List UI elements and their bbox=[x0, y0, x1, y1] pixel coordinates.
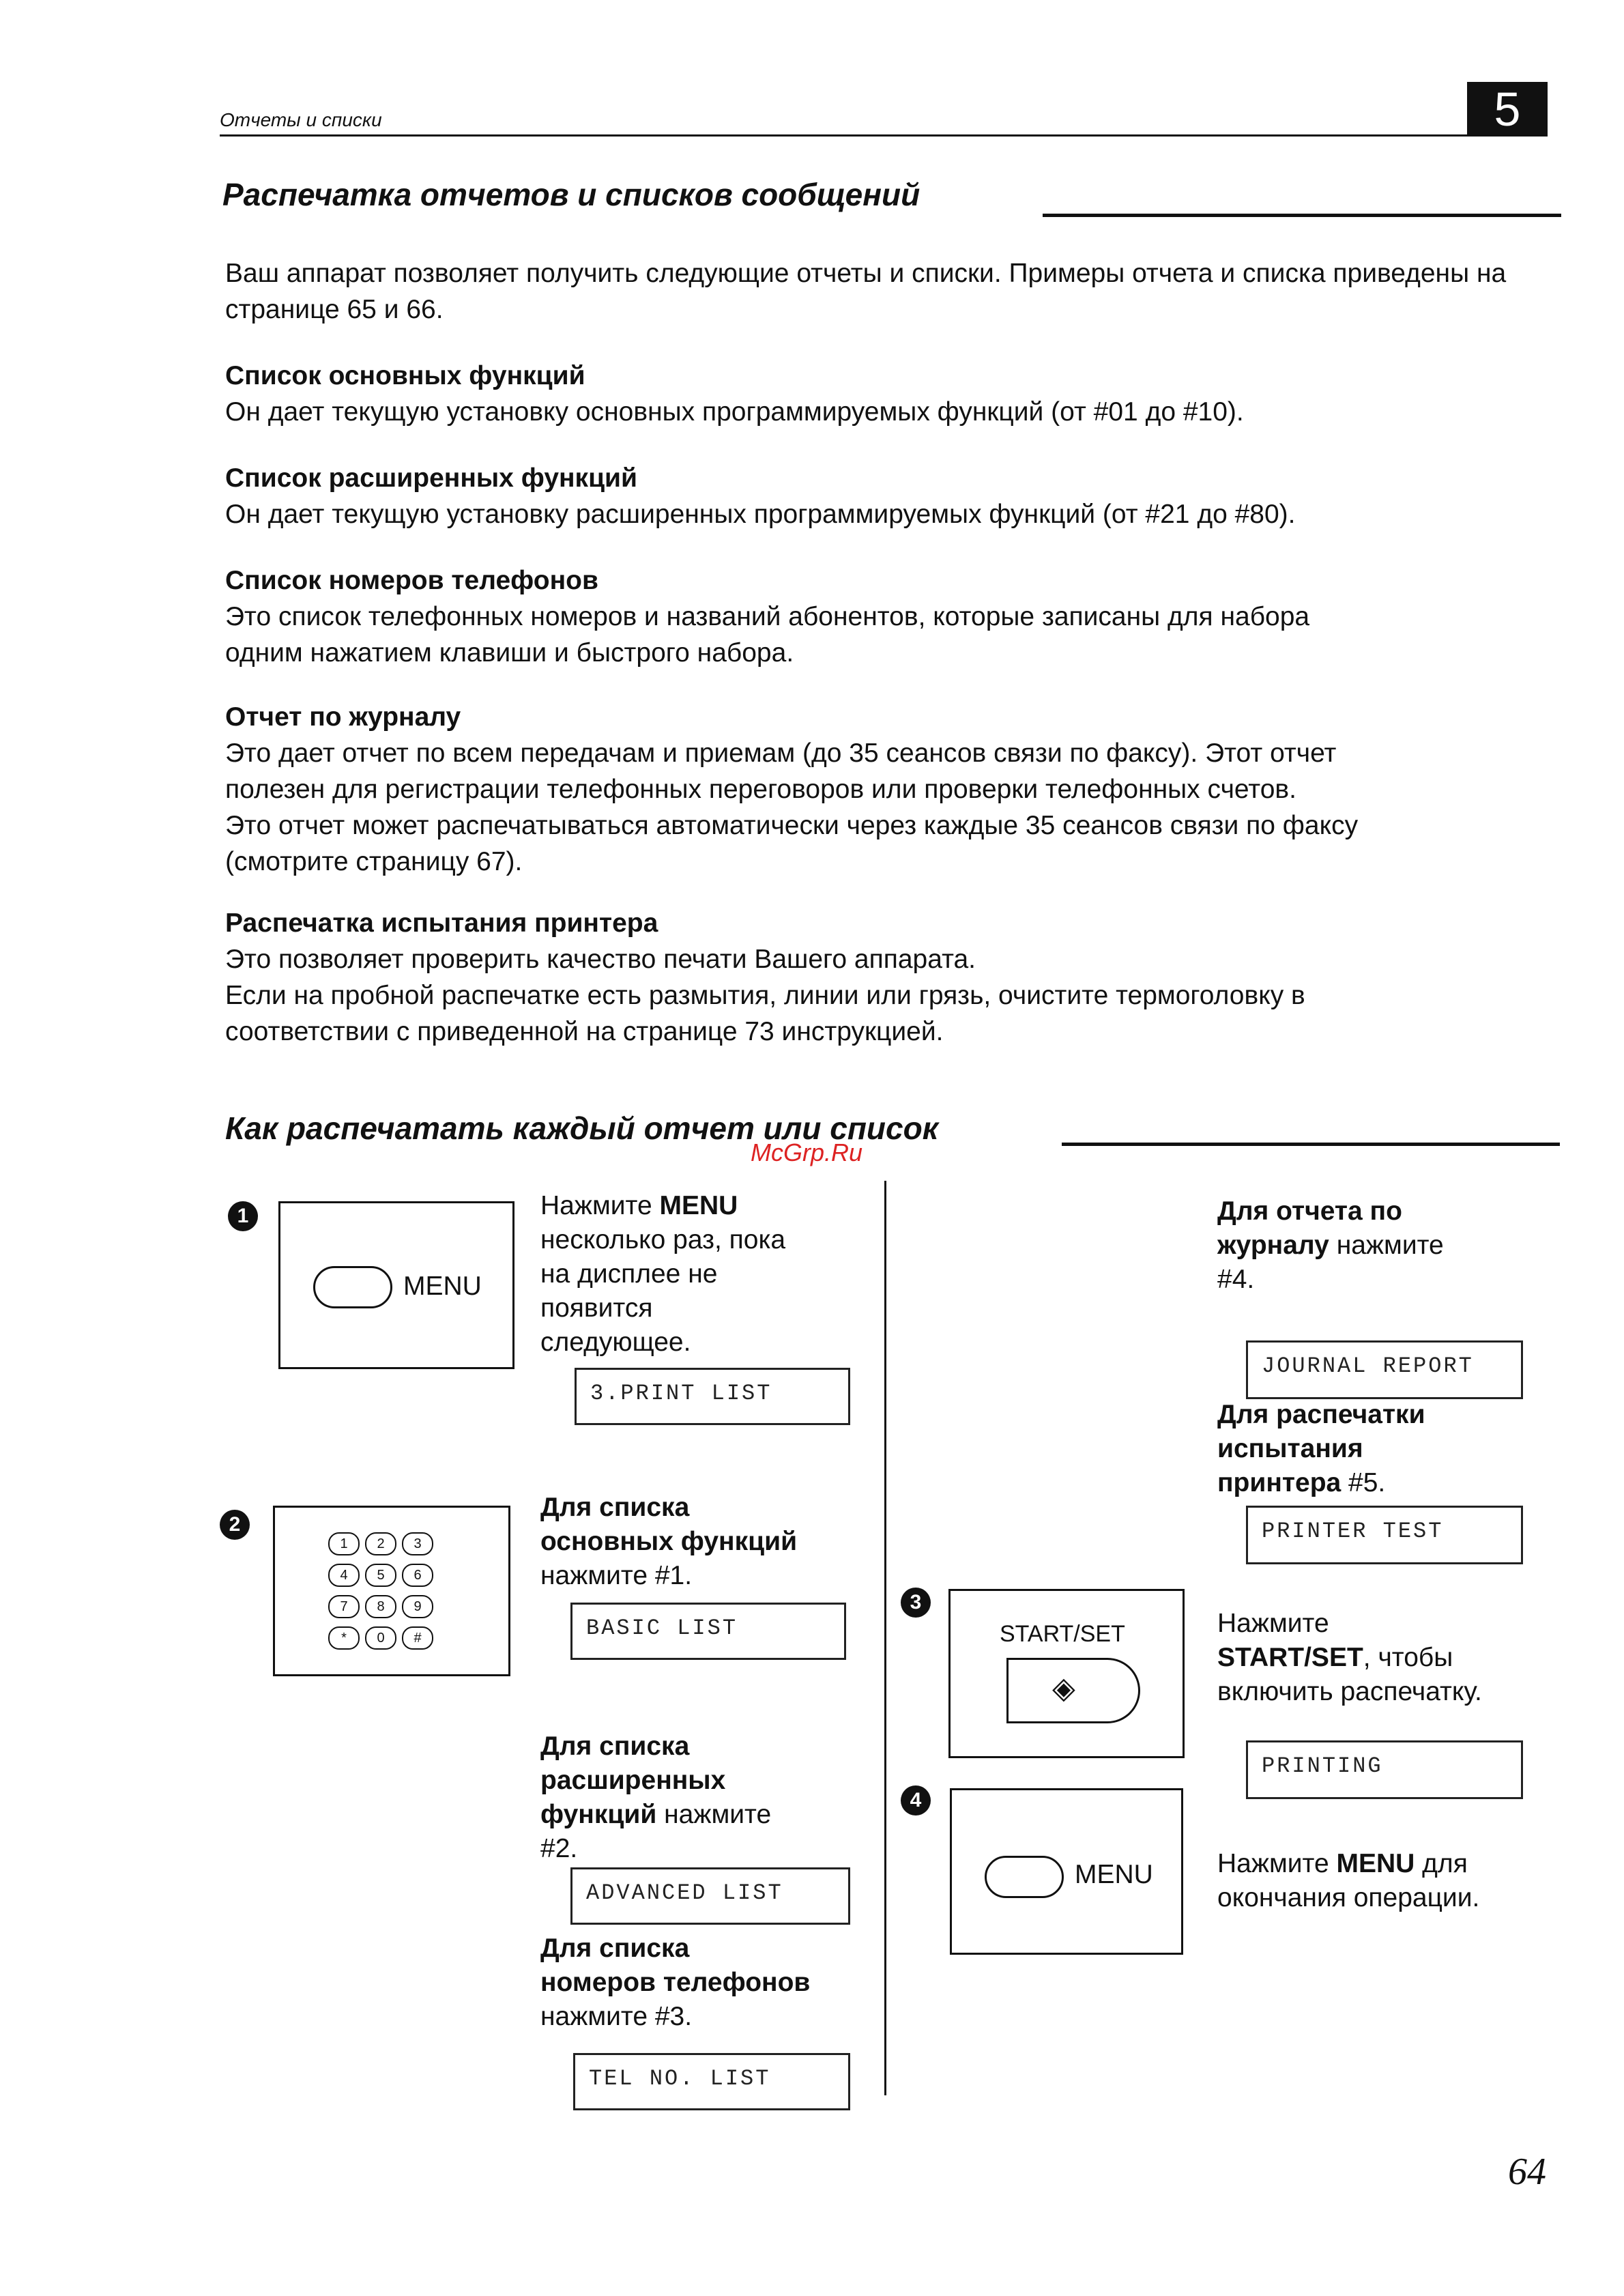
title-rule bbox=[1062, 1143, 1560, 1146]
menu-button-icon bbox=[313, 1266, 392, 1308]
printer-test-instruction bbox=[1217, 1398, 1531, 1500]
text: нажмите bbox=[1329, 1231, 1444, 1260]
keypad-key-5: 5 bbox=[365, 1564, 396, 1587]
display-print-list: 3.PRINT LIST bbox=[575, 1368, 850, 1425]
section-line: Если на пробной распечатке есть размытия, линии или грязь, очистите термоголовку в bbox=[225, 981, 1305, 1010]
section-title-printing-reports: Распечатка отчетов и списков сообщений bbox=[222, 177, 920, 212]
section-title-how-to-print: Как распечатать каждый отчет или список bbox=[225, 1110, 939, 1146]
section-line: Он дает текущую установку расширенных программируемых функций (от #21 до #80). bbox=[225, 500, 1296, 529]
text: #5. bbox=[1341, 1468, 1386, 1497]
section-journal-report bbox=[225, 699, 1563, 880]
key-name: MENU bbox=[1336, 1849, 1415, 1878]
section-line: полезен для регистрации телефонных переговоров или проверки телефонных счетов. bbox=[225, 775, 1296, 804]
text: нажмите #3. bbox=[540, 2002, 693, 2031]
column-divider bbox=[884, 1181, 886, 2095]
advanced-list-instruction bbox=[540, 1730, 841, 1866]
menu-key-label: MENU bbox=[403, 1272, 482, 1301]
section-heading: Распечатка испытания принтера bbox=[225, 908, 658, 938]
text: Нажмите bbox=[540, 1191, 660, 1220]
step-1-badge: 1 bbox=[228, 1201, 258, 1231]
step-3-badge: 3 bbox=[901, 1588, 931, 1618]
start-instruction bbox=[1217, 1607, 1545, 1709]
text: Для распечатки bbox=[1217, 1400, 1425, 1429]
basic-list-instruction bbox=[540, 1491, 841, 1593]
text: нажмите bbox=[656, 1800, 772, 1829]
display-advanced-list: ADVANCED LIST bbox=[570, 1867, 850, 1925]
section-phone-numbers bbox=[225, 562, 1563, 671]
text: нажмите #1. bbox=[540, 1561, 693, 1590]
text: , чтобы bbox=[1363, 1643, 1453, 1672]
step-1-instruction bbox=[540, 1189, 827, 1360]
journal-instruction bbox=[1217, 1194, 1531, 1297]
keypad-key-7: 7 bbox=[328, 1595, 360, 1618]
text: включить распечатку. bbox=[1217, 1677, 1482, 1706]
start-button-icon bbox=[1006, 1658, 1140, 1723]
section-heading: Список расширенных функций bbox=[225, 463, 638, 493]
keypad-key-star: * bbox=[328, 1626, 360, 1650]
text: Для отчета по bbox=[1217, 1196, 1402, 1226]
text: #2. bbox=[540, 1834, 578, 1863]
start-key-label: START/SET bbox=[1000, 1621, 1125, 1647]
menu-key-illustration-end bbox=[950, 1788, 1183, 1955]
keypad-illustration bbox=[273, 1506, 510, 1676]
menu-key-illustration bbox=[278, 1201, 514, 1369]
header-rule bbox=[220, 134, 1468, 137]
end-instruction bbox=[1217, 1847, 1545, 1915]
section-line: соответствии с приведенной на странице 73 инструкцией. bbox=[225, 1017, 944, 1046]
section-line: (смотрите страницу 67). bbox=[225, 847, 523, 876]
section-printer-test bbox=[225, 905, 1563, 1050]
section-line: Это список телефонных номеров и названий абонентов, которые записаны для набора bbox=[225, 602, 1310, 631]
section-heading: Отчет по журналу bbox=[225, 702, 461, 732]
keypad-key-4: 4 bbox=[328, 1564, 360, 1587]
keypad-key-hash: # bbox=[402, 1626, 433, 1650]
section-line: Это отчет может распечатываться автоматически через каждые 35 сеансов связи по факсу bbox=[225, 811, 1359, 840]
menu-key-label: MENU bbox=[1075, 1860, 1153, 1889]
page-number: 64 bbox=[1508, 2151, 1546, 2193]
text: номеров телефонов bbox=[540, 1968, 811, 1997]
text: окончания операции. bbox=[1217, 1883, 1480, 1912]
text: на дисплее не bbox=[540, 1259, 718, 1289]
keypad-key-8: 8 bbox=[365, 1595, 396, 1618]
text: принтера bbox=[1217, 1468, 1342, 1497]
display-journal-report: JOURNAL REPORT bbox=[1246, 1340, 1523, 1399]
section-heading: Список номеров телефонов bbox=[225, 566, 598, 595]
display-printer-test: PRINTER TEST bbox=[1246, 1506, 1523, 1564]
tel-list-instruction bbox=[540, 1932, 854, 2034]
text: испытания bbox=[1217, 1434, 1363, 1463]
keypad-key-6: 6 bbox=[402, 1564, 433, 1587]
running-header: Отчеты и списки bbox=[220, 109, 382, 130]
text: #4. bbox=[1217, 1265, 1255, 1294]
text: следующее. bbox=[540, 1328, 691, 1357]
text: Нажмите bbox=[1217, 1849, 1337, 1878]
display-printing: PRINTING bbox=[1246, 1740, 1523, 1799]
keypad-key-3: 3 bbox=[402, 1532, 433, 1555]
section-line: Он дает текущую установку основных программируемых функций (от #01 до #10). bbox=[225, 397, 1244, 427]
intro-paragraph: Ваш аппарат позволяет получить следующие отчеты и списки. Примеры отчета и списка приведены на странице 65 и 66. bbox=[225, 259, 1507, 324]
display-basic-list: BASIC LIST bbox=[570, 1603, 846, 1660]
section-advanced-functions bbox=[225, 460, 1563, 532]
section-basic-functions bbox=[225, 358, 1563, 430]
display-tel-list: TEL NO. LIST bbox=[573, 2053, 850, 2110]
step-4-badge: 4 bbox=[901, 1785, 931, 1816]
keypad-key-0: 0 bbox=[365, 1626, 396, 1650]
text: несколько раз, пока bbox=[540, 1225, 786, 1254]
start-key-illustration bbox=[948, 1589, 1185, 1758]
text: основных функций bbox=[540, 1527, 798, 1556]
title-rule bbox=[1043, 214, 1561, 217]
menu-button-icon bbox=[985, 1856, 1064, 1898]
section-line: Это дает отчет по всем передачам и приемам (до 35 сеансов связи по факсу). Этот отчет bbox=[225, 738, 1337, 768]
text: функций bbox=[540, 1800, 657, 1829]
keypad-key-2: 2 bbox=[365, 1532, 396, 1555]
text: для bbox=[1415, 1849, 1468, 1878]
text: появится bbox=[540, 1293, 653, 1323]
text: Для списка bbox=[540, 1732, 690, 1761]
watermark: McGrp.Ru bbox=[751, 1138, 863, 1166]
section-line: Это позволяет проверить качество печати Вашего аппарата. bbox=[225, 945, 976, 974]
key-name: MENU bbox=[659, 1191, 738, 1220]
section-heading: Список основных функций bbox=[225, 361, 585, 390]
text: журналу bbox=[1217, 1231, 1329, 1260]
chapter-badge: 5 bbox=[1467, 82, 1548, 137]
keypad-key-9: 9 bbox=[402, 1595, 433, 1618]
key-name: START/SET bbox=[1217, 1643, 1363, 1672]
text: Нажмите bbox=[1217, 1609, 1329, 1638]
diamond-icon: ◈ bbox=[1052, 1671, 1075, 1705]
text: расширенных bbox=[540, 1766, 726, 1795]
text: Для списка bbox=[540, 1934, 690, 1963]
keypad-key-1: 1 bbox=[328, 1532, 360, 1555]
section-line: одним нажатием клавиши и быстрого набора. bbox=[225, 638, 794, 668]
text: Для списка bbox=[540, 1493, 690, 1522]
step-2-badge: 2 bbox=[220, 1510, 250, 1540]
